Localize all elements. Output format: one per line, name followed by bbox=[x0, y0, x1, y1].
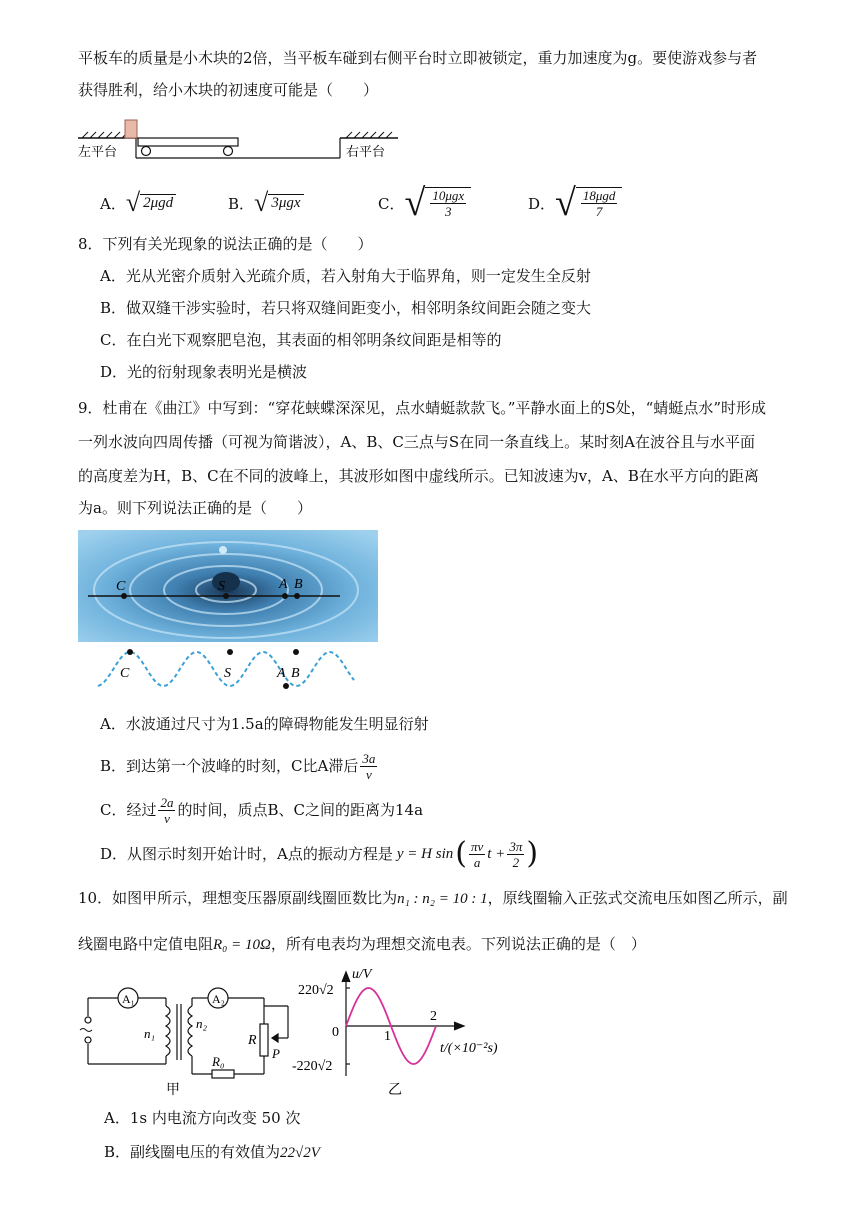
q8-option-a[interactable]: A．光从光密介质射入光疏介质，若入射角大于临界角，则一定发生全反射 bbox=[100, 267, 591, 285]
q9-text-line1: 9．杜甫在《曲江》中写到：“穿花蛱蝶深深见，点水蜻蜓款款飞。”平静水面上的S处，“蜻蜓点水”时形成 bbox=[78, 399, 766, 417]
q7-right-platform-label: 右平台 bbox=[346, 144, 386, 159]
q7-text-line1: 平板车的质量是小木块的2倍，当平板车碰到右侧平台时立即被锁定，重力加速度为g。要使游戏参与者 bbox=[78, 49, 758, 67]
q7-option-a-value: 2μgd bbox=[140, 194, 176, 212]
graph-y-top-label: 220√2 bbox=[298, 983, 334, 998]
photo-label-s: S bbox=[218, 579, 225, 594]
q8-option-b[interactable]: B．做双缝干涉实验时，若只将双缝间距变小，相邻明条纹间距会随之变大 bbox=[100, 299, 592, 317]
q7-left-platform-label: 左平台 bbox=[78, 144, 118, 159]
graph-x-label: t/(×10⁻²s) bbox=[440, 1041, 498, 1056]
q9-text-line2: 一列水波向四周传播（可视为简谐波），A、B、C三点与S在同一条直线上。某时刻A在波谷且与水平面 bbox=[78, 433, 755, 451]
ammeter-a1-label: A₁ bbox=[122, 992, 135, 1006]
wave-label-c: C bbox=[120, 666, 130, 681]
q8-option-c[interactable]: C．在白光下观察肥皂泡，其表面的相邻明条纹间距是相等的 bbox=[100, 331, 502, 349]
resistor-r0-label: R₀ bbox=[212, 1054, 225, 1069]
q7-option-b[interactable]: B． √ 3μgx bbox=[228, 180, 304, 226]
q7-option-d[interactable]: D． √ $\frac{\text{18μgd}}{7}$ bbox=[528, 180, 622, 226]
q10-option-a[interactable]: A．1s 内电流方向改变 50 次 bbox=[104, 1109, 301, 1127]
q8-option-d[interactable]: D．光的衍射现象表明光是横波 bbox=[100, 363, 308, 381]
q9-water-ripple-photo bbox=[78, 530, 378, 642]
wave-label-a: A bbox=[277, 666, 286, 681]
coil-n1-label: n₁ bbox=[144, 1026, 156, 1041]
q9-option-b[interactable]: B．到达第一个波峰的时刻，C比A滞后 $\frac{3a}{v}$ bbox=[100, 750, 376, 782]
figure-yi-label: 乙 bbox=[388, 1083, 402, 1098]
graph-x-tick-1: 1 bbox=[384, 1029, 391, 1044]
q9-waveform bbox=[78, 644, 378, 694]
figure-jia-label: 甲 bbox=[166, 1083, 180, 1098]
resistor-r-label: R bbox=[248, 1033, 257, 1048]
q9-option-c[interactable]: C．经过 $\frac{2a}{v}$ 的时间，质点B、C之间的距离为14a bbox=[100, 794, 424, 826]
q10-text-line1: 10．如图甲所示，理想变压器原副线圈匝数比为n₁ : n₂ = 10 : 1，原线圈输入正弦式交流电压如图乙所示，副 bbox=[78, 889, 788, 907]
q9-text-line4: 为a。则下列说法正确的是（ ） bbox=[78, 499, 312, 517]
q10-text-line2: 线圈电路中定值电阻R₀ = 10Ω，所有电表均为理想交流电表。下列说法正确的是（ ） bbox=[78, 935, 646, 953]
coil-n2-label: n₂ bbox=[196, 1016, 208, 1031]
q9-option-d[interactable]: D．从图示时刻开始计时，A点的振动方程是 y = H sin ( $\frac{\pi v}{a}$ t + $\frac{3\pi}{2}$ ) bbox=[100, 836, 539, 871]
ammeter-a2-label: A₂ bbox=[212, 992, 225, 1006]
q7-option-a[interactable]: A． √ 2μgd bbox=[100, 180, 176, 226]
q7-option-c[interactable]: C． √ $\frac{\text{10μgx}}{3}$ bbox=[378, 180, 471, 226]
photo-label-c: C bbox=[116, 579, 126, 594]
q7-text-line2: 获得胜利，给小木块的初速度可能是（ ） bbox=[78, 81, 379, 99]
photo-label-a: A bbox=[279, 577, 288, 592]
q7-platform-figure bbox=[78, 116, 408, 164]
photo-label-b: B bbox=[294, 577, 303, 592]
graph-x-tick-2: 2 bbox=[430, 1009, 437, 1024]
q9-option-a[interactable]: A．水波通过尺寸为1.5a的障碍物能发生明显衍射 bbox=[100, 715, 429, 733]
q10-voltage-graph bbox=[290, 964, 514, 1100]
q10-option-b[interactable]: B．副线圈电压的有效值为22√2V bbox=[104, 1143, 320, 1161]
wave-label-b: B bbox=[291, 666, 300, 681]
q9-text-line3: 的高度差为H，B、C在不同的波峰上，其波形如图中虚线所示。已知波速为v，A、B在水平方向的距离 bbox=[78, 467, 759, 485]
slider-p-label: P bbox=[272, 1046, 280, 1061]
graph-zero-label: 0 bbox=[332, 1025, 339, 1040]
wave-label-s: S bbox=[224, 666, 231, 681]
q7-option-b-value: 3μgx bbox=[268, 194, 303, 212]
q7-options bbox=[100, 180, 660, 230]
q8-stem: 8．下列有关光现象的说法正确的是（ ） bbox=[78, 235, 373, 253]
graph-y-label: u/V bbox=[352, 967, 372, 982]
graph-y-bottom-label: -220√2 bbox=[292, 1059, 333, 1074]
q10-circuit-diagram bbox=[78, 978, 300, 1098]
